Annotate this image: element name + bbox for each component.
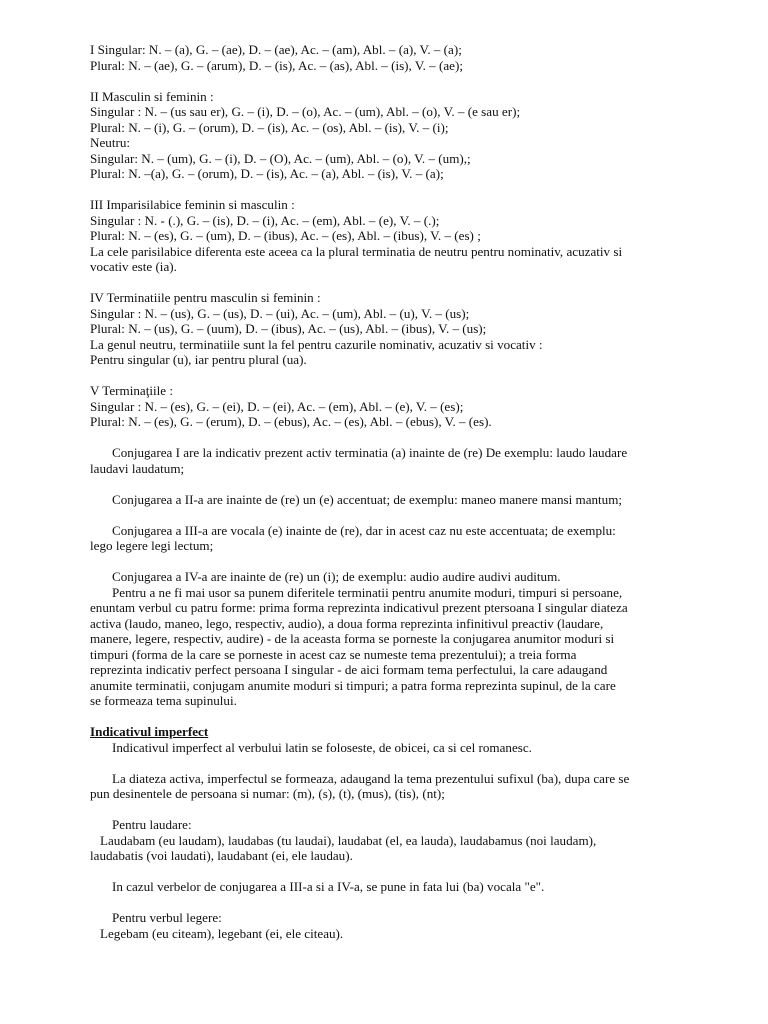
laudare-line-b: laudabatis (voi laudati), laudabant (ei, ele laudau). <box>90 848 353 863</box>
legere-line: Legebam (eu citeam), legebant (ei, ele citeau). <box>100 925 344 941</box>
decl1-singular: I Singular: N. – (a), G. – (ae), D. – (ae), Ac. – (am), Abl. – (a), V. – (a); <box>90 42 462 57</box>
declension-3 <box>90 197 690 275</box>
conjugation-4-and-forms <box>90 569 690 709</box>
decl4-plural: Plural: N. – (us), G. – (uum), D. – (ibus), Ac. – (us), Abl. – (ibus), V. – (us); <box>90 321 487 336</box>
conj2-line: Conjugarea a II-a are inainte de (re) un (e) accentuat; de exemplu: maneo manere mansi mantum; <box>112 491 623 507</box>
forms-line-4: timpuri (forma de la care se porneste in acest caz se numeste tema prezentului); a treia forma <box>90 646 577 662</box>
decl3-note-1: La cele parisilabice diferenta este aceea ca la plural terminatia de neutru pentru nominativ, acuzativ si <box>90 243 623 259</box>
decl5-title: V Terminaţiile : <box>90 383 173 398</box>
declension-5 <box>90 383 690 430</box>
decl2-plural-n: Plural: N. –(a), G. – (orum), D. – (is), Ac. – (a), Abl. – (is), V. – (a); <box>90 166 444 181</box>
decl4-note-1: La genul neutru, terminatiile sunt la fel pentru cazurile nominativ, acuzativ si vocativ : <box>90 336 543 352</box>
decl4-title: IV Terminatiile pentru masculin si feminin : <box>90 290 321 305</box>
conj1-line-b: laudavi laudatum; <box>90 460 185 476</box>
e-vowel-note <box>90 879 690 895</box>
conj3-line-a: Conjugarea a III-a are vocala (e) inainte de (re), dar in acest caz nu este accentuata; de exemplu: <box>112 522 616 538</box>
forms-line-0: Pentru a ne fi mai usor sa punem diferitele terminatii pentru anumite moduri, timpuri si persoane, <box>112 584 623 600</box>
decl2-singular-n: Singular: N. – (um), G. – (i), D. – (O), Ac. – (um), Abl. – (o), V. – (um),; <box>90 150 471 166</box>
imperfect-section <box>90 724 690 755</box>
forms-line-6: anumite terminatii, conjugam anumite moduri si timpuri; a patra forma reprezinta supinul, de la care <box>90 677 616 693</box>
declension-2 <box>90 89 690 182</box>
conjugation-2 <box>90 492 690 508</box>
forms-line-1: enuntam verbul cu patru forme: prima forma reprezinta indicativul prezent ptersoana I singular diateza <box>90 600 628 615</box>
forms-line-5: reprezinta indicativ perfect persoana I singular - de aici formam tema perfectului, la care adaugand <box>90 662 608 677</box>
laudare-example <box>90 817 690 864</box>
imperfect-formation <box>90 771 690 802</box>
pentru-laudare-label: Pentru laudare: <box>112 817 192 832</box>
conj3-line-b: lego legere legi lectum; <box>90 538 214 553</box>
conjugation-1 <box>90 445 690 476</box>
pentru-legere-label: Pentru verbul legere: <box>112 910 222 925</box>
decl1-plural: Plural: N. – (ae), G. – (arum), D. – (is), Ac. – (as), Abl. – (is), V. – (ae); <box>90 57 463 73</box>
imperfect-formation-b: pun desinentele de persoana si numar: (m), (s), (t), (mus), (tis), (nt); <box>90 786 445 801</box>
decl3-singular: Singular : N. - (.), G. – (is), D. – (i), Ac. – (em), Abl. – (e), V. – (.); <box>90 212 440 228</box>
legere-example <box>90 910 690 941</box>
decl4-note-2: Pentru singular (u), iar pentru plural (ua). <box>90 352 307 367</box>
decl5-plural: Plural: N. – (es), G. – (erum), D. – (ebus), Ac. – (es), Abl. – (ebus), V. – (es). <box>90 414 492 429</box>
declension-4 <box>90 290 690 368</box>
forms-line-2: activa (laudo, maneo, lego, respectiv, audio), a doua forma reprezinta infinitivul preactiv (laudare, <box>90 615 604 631</box>
decl3-plural: Plural: N. – (es), G. – (um), D. – (ibus), Ac. – (es), Abl. – (ibus), V. – (es) ; <box>90 228 481 243</box>
declension-1 <box>90 42 690 73</box>
imperfect-heading: Indicativul imperfect <box>90 724 209 739</box>
conjugation-3 <box>90 523 690 554</box>
decl3-note-2: vocativ este (ia). <box>90 259 177 274</box>
conj4-line: Conjugarea a IV-a are inainte de (re) un (i); de exemplu: audio audire audivi auditum. <box>112 569 561 584</box>
decl2-singular-mf: Singular : N. – (us sau er), G. – (i), D. – (o), Ac. – (um), Abl. – (o), V. – (e sau er); <box>90 104 521 119</box>
e-note-line: In cazul verbelor de conjugarea a III-a si a IV-a, se pune in fata lui (ba) vocala "e". <box>112 879 545 894</box>
decl4-singular: Singular : N. – (us), G. – (us), D. – (ui), Ac. – (um), Abl. – (u), V. – (us); <box>90 305 470 321</box>
forms-line-3: manere, legere, respectiv, audire) - de la aceasta forma se porneste la conjugarea anumitor moduri si <box>90 631 615 646</box>
imperfect-formation-a: La diateza activa, imperfectul se formeaza, adaugand la tema prezentului sufixul (ba), dupa care se <box>112 770 630 786</box>
decl2-title: II Masculin si feminin : <box>90 88 214 104</box>
decl5-singular: Singular : N. – (es), G. – (ei), D. – (ei), Ac. – (em), Abl. – (e), V. – (es); <box>90 398 464 414</box>
imperfect-intro: Indicativul imperfect al verbului latin se foloseste, de obicei, ca si cel romanesc. <box>112 739 532 755</box>
decl2-neutru-label: Neutru: <box>90 135 130 150</box>
document-body <box>90 42 690 957</box>
conj1-line-a: Conjugarea I are la indicativ prezent activ terminatia (a) inainte de (re) De exemplu: laudo laudare <box>112 445 628 460</box>
laudare-line-a: Laudabam (eu laudam), laudabas (tu laudai), laudabat (el, ea lauda), laudabamus (noi laudam), <box>100 832 597 848</box>
forms-line-7: se formeaza tema supinului. <box>90 693 237 708</box>
decl3-title: III Imparisilabice feminin si masculin : <box>90 197 295 212</box>
decl2-plural-mf: Plural: N. – (i), G. – (orum), D. – (is), Ac. – (os), Abl. – (is), V. – (i); <box>90 119 449 135</box>
